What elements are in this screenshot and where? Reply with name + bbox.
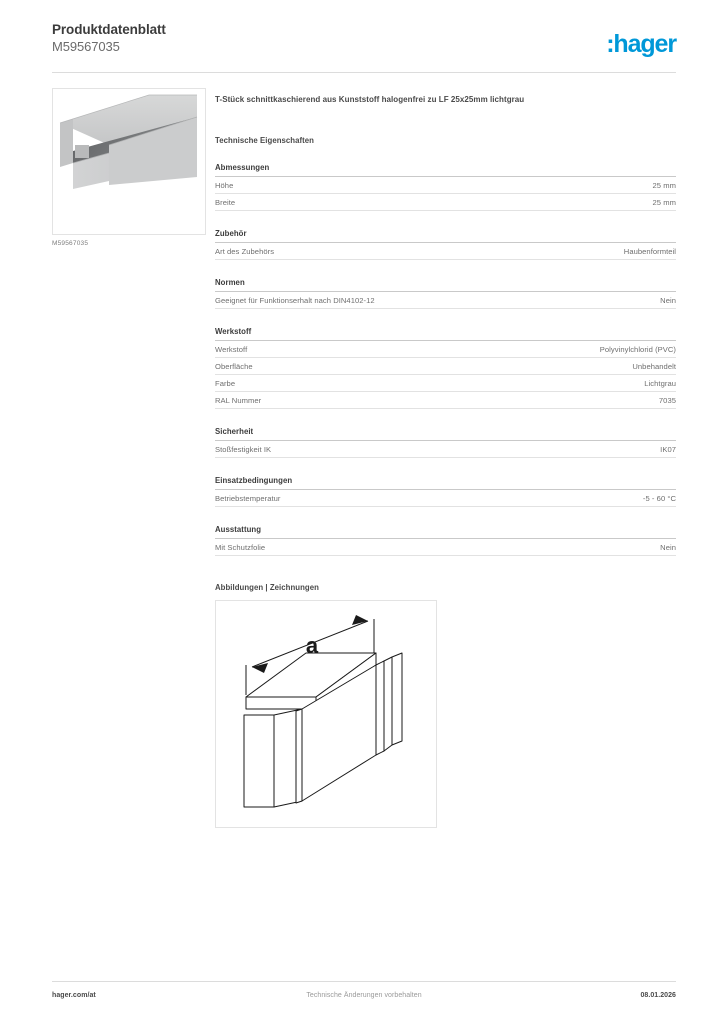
spec-row [215, 375, 676, 392]
article-number: M59567035 [52, 39, 120, 54]
spec-label: Breite [215, 197, 236, 207]
product-photo-image [53, 89, 203, 232]
spec-row [215, 243, 676, 260]
spec-value: -5 - 60 °C [642, 493, 676, 503]
spec-value: 25 mm [652, 197, 676, 207]
footer-date: 08.01.2026 [640, 992, 676, 999]
page-header [52, 22, 676, 72]
drawings-heading: Abbildungen | Zeichnungen [215, 583, 319, 592]
spec-row [215, 358, 676, 375]
spec-label: Art des Zubehörs [215, 246, 275, 256]
spec-value: Lichtgrau [644, 378, 676, 388]
spec-group [215, 525, 676, 556]
spec-row [215, 392, 676, 409]
spec-value: IK07 [660, 444, 676, 454]
spec-group-title: Sicherheit [215, 427, 676, 441]
photo-caption: M59567035 [52, 240, 89, 247]
spec-row [215, 539, 676, 556]
page-footer [52, 992, 676, 1006]
spec-group [215, 427, 676, 458]
technical-properties-heading: Technische Eigenschaften [215, 136, 314, 145]
hager-logo: :hager [606, 30, 676, 58]
dimension-label-a: a [305, 633, 319, 658]
technical-drawing-image [216, 601, 436, 827]
spec-row [215, 292, 676, 309]
spec-label: RAL Nummer [215, 395, 262, 405]
footer-divider [52, 981, 676, 982]
spec-group [215, 476, 676, 507]
specifications-table [215, 163, 676, 556]
spec-group-title: Werkstoff [215, 327, 676, 341]
spec-row [215, 441, 676, 458]
page-title: Produktdatenblatt [52, 22, 166, 37]
spec-group-title: Abmessungen [215, 163, 676, 177]
spec-label: Höhe [215, 180, 234, 190]
spec-row [215, 177, 676, 194]
spec-group [215, 163, 676, 211]
spec-label: Mit Schutzfolie [215, 542, 266, 552]
footer-website[interactable]: hager.com/at [52, 992, 96, 999]
technical-drawing [215, 600, 437, 828]
spec-value: 25 mm [652, 180, 676, 190]
spec-value: Polyvinylchlorid (PVC) [599, 344, 676, 354]
dimension-arrow-left [252, 663, 268, 673]
spec-label: Betriebstemperatur [215, 493, 281, 503]
spec-row [215, 194, 676, 211]
spec-group-title: Normen [215, 278, 676, 292]
spec-row [215, 341, 676, 358]
spec-label: Werkstoff [215, 344, 248, 354]
product-photo [52, 88, 206, 235]
spec-label: Oberfläche [215, 361, 253, 371]
spec-group [215, 327, 676, 409]
spec-value: Nein [660, 295, 676, 305]
spec-value: Unbehandelt [632, 361, 676, 371]
footer-disclaimer: Technische Änderungen vorbehalten [306, 992, 422, 999]
content-column [215, 94, 676, 828]
spec-group [215, 229, 676, 260]
header-divider [52, 72, 676, 73]
dimension-arrow-right [352, 615, 368, 625]
spec-value: Nein [660, 542, 676, 552]
spec-value: 7035 [658, 395, 676, 405]
product-description: T-Stück schnittkaschierend aus Kunststoff halogenfrei zu LF 25x25mm lichtgrau [215, 95, 525, 104]
spec-label: Farbe [215, 378, 236, 388]
spec-value: Haubenformteil [623, 246, 676, 256]
spec-label: Geeignet für Funktionserhalt nach DIN4102-12 [215, 295, 375, 305]
spec-group-title: Zubehör [215, 229, 676, 243]
spec-group-title: Einsatzbedingungen [215, 476, 676, 490]
spec-group [215, 278, 676, 309]
spec-group-title: Ausstattung [215, 525, 676, 539]
spec-row [215, 490, 676, 507]
spec-label: Stoßfestigkeit IK [215, 444, 272, 454]
